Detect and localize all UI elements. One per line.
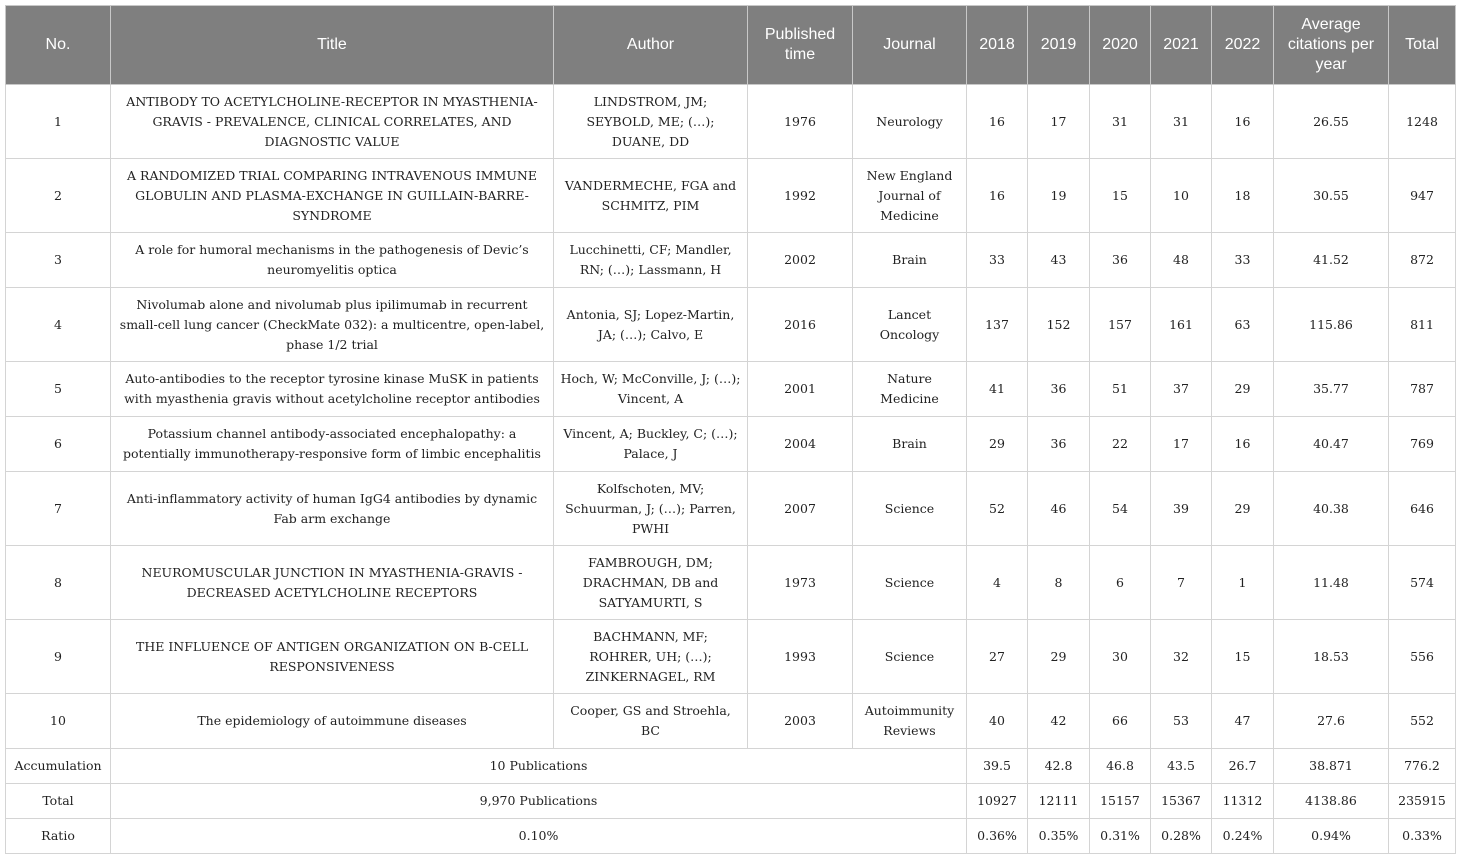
cell-title: ANTIBODY TO ACETYLCHOLINE-RECEPTOR IN MYASTHENIA-GRAVIS - PREVALENCE, CLINICAL CORRELATES, AND DIAGNOSTIC VALUE — [111, 85, 554, 159]
cell-journal: Brain — [853, 417, 967, 472]
cell-2022: 0.24% — [1212, 819, 1274, 854]
cell-author: Hoch, W; McConville, J; (…); Vincent, A — [554, 362, 748, 417]
cell-2021: 7 — [1151, 546, 1212, 620]
cell-journal: Science — [853, 472, 967, 546]
summary-label: Total — [6, 784, 111, 819]
cell-2021: 17 — [1151, 417, 1212, 472]
cell-no: 4 — [6, 288, 111, 362]
cell-total: 646 — [1389, 472, 1456, 546]
cell-average: 41.52 — [1274, 233, 1389, 288]
cell-published-time: 2001 — [748, 362, 853, 417]
header-author: Author — [554, 6, 748, 85]
table-row — [6, 288, 1456, 362]
header-title: Title — [111, 6, 554, 85]
cell-published-time: 1973 — [748, 546, 853, 620]
cell-2018: 27 — [967, 620, 1028, 694]
cell-title: The epidemiology of autoimmune diseases — [111, 694, 554, 749]
cell-average: 115.86 — [1274, 288, 1389, 362]
cell-title: NEUROMUSCULAR JUNCTION IN MYASTHENIA-GRAVIS - DECREASED ACETYLCHOLINE RECEPTORS — [111, 546, 554, 620]
cell-title: Potassium channel antibody-associated encephalopathy: a potentially immunotherapy-responsive form of limbic encephalitis — [111, 417, 554, 472]
cell-no: 8 — [6, 546, 111, 620]
cell-2019: 36 — [1028, 417, 1090, 472]
cell-average: 40.47 — [1274, 417, 1389, 472]
cell-journal: Brain — [853, 233, 967, 288]
cell-2022: 47 — [1212, 694, 1274, 749]
cell-total: 1248 — [1389, 85, 1456, 159]
cell-no: 10 — [6, 694, 111, 749]
header-average-citations: Average citations per year — [1274, 6, 1389, 85]
cell-published-time: 2002 — [748, 233, 853, 288]
cell-2020: 0.31% — [1090, 819, 1151, 854]
cell-total: 574 — [1389, 546, 1456, 620]
cell-2018: 40 — [967, 694, 1028, 749]
cell-title: THE INFLUENCE OF ANTIGEN ORGANIZATION ON B-CELL RESPONSIVENESS — [111, 620, 554, 694]
cell-2018: 52 — [967, 472, 1028, 546]
cell-title: Nivolumab alone and nivolumab plus ipilimumab in recurrent small-cell lung cancer (CheckMate 032): a multicentre, open-label, phase 1/2 trial — [111, 288, 554, 362]
cell-2020: 66 — [1090, 694, 1151, 749]
cell-2019: 8 — [1028, 546, 1090, 620]
cell-2019: 42.8 — [1028, 749, 1090, 784]
cell-average: 40.38 — [1274, 472, 1389, 546]
cell-2022: 29 — [1212, 472, 1274, 546]
cell-total: 947 — [1389, 159, 1456, 233]
cell-published-time: 1993 — [748, 620, 853, 694]
cell-2020: 15 — [1090, 159, 1151, 233]
table-row — [6, 233, 1456, 288]
cell-average: 11.48 — [1274, 546, 1389, 620]
cell-total: 776.2 — [1389, 749, 1456, 784]
cell-no: 2 — [6, 159, 111, 233]
summary-row-ratio — [6, 819, 1456, 854]
cell-no: 3 — [6, 233, 111, 288]
cell-no: 6 — [6, 417, 111, 472]
cell-2021: 10 — [1151, 159, 1212, 233]
cell-total: 0.33% — [1389, 819, 1456, 854]
cell-author: Kolfschoten, MV; Schuurman, J; (…); Parren, PWHI — [554, 472, 748, 546]
cell-journal: Autoimmunity Reviews — [853, 694, 967, 749]
table-row — [6, 694, 1456, 749]
cell-2018: 16 — [967, 159, 1028, 233]
cell-author: VANDERMECHE, FGA and SCHMITZ, PIM — [554, 159, 748, 233]
cell-total: 235915 — [1389, 784, 1456, 819]
header-2018: 2018 — [967, 6, 1028, 85]
cell-2020: 157 — [1090, 288, 1151, 362]
cell-author: Lucchinetti, CF; Mandler, RN; (…); Lassmann, H — [554, 233, 748, 288]
cell-published-time: 1976 — [748, 85, 853, 159]
header-journal: Journal — [853, 6, 967, 85]
citation-table — [5, 5, 1456, 854]
cell-title: A RANDOMIZED TRIAL COMPARING INTRAVENOUS IMMUNE GLOBULIN AND PLASMA-EXCHANGE IN GUILLAIN-BARRE-SYNDROME — [111, 159, 554, 233]
cell-journal: Science — [853, 546, 967, 620]
cell-2021: 15367 — [1151, 784, 1212, 819]
cell-2022: 16 — [1212, 85, 1274, 159]
cell-2019: 0.35% — [1028, 819, 1090, 854]
header-2021: 2021 — [1151, 6, 1212, 85]
cell-2020: 51 — [1090, 362, 1151, 417]
cell-average: 27.6 — [1274, 694, 1389, 749]
cell-2022: 15 — [1212, 620, 1274, 694]
cell-2018: 29 — [967, 417, 1028, 472]
header-2022: 2022 — [1212, 6, 1274, 85]
cell-2019: 152 — [1028, 288, 1090, 362]
cell-2019: 42 — [1028, 694, 1090, 749]
table-row — [6, 472, 1456, 546]
cell-author: BACHMANN, MF; ROHRER, UH; (…); ZINKERNAGEL, RM — [554, 620, 748, 694]
cell-average: 38.871 — [1274, 749, 1389, 784]
summary-publications: 9,970 Publications — [111, 784, 967, 819]
cell-2022: 18 — [1212, 159, 1274, 233]
summary-label: Ratio — [6, 819, 111, 854]
cell-total: 769 — [1389, 417, 1456, 472]
cell-journal: New England Journal of Medicine — [853, 159, 967, 233]
cell-no: 1 — [6, 85, 111, 159]
header-2019: 2019 — [1028, 6, 1090, 85]
cell-2021: 161 — [1151, 288, 1212, 362]
cell-total: 872 — [1389, 233, 1456, 288]
summary-label: Accumulation — [6, 749, 111, 784]
cell-average: 18.53 — [1274, 620, 1389, 694]
table-row — [6, 417, 1456, 472]
cell-2020: 22 — [1090, 417, 1151, 472]
cell-2020: 46.8 — [1090, 749, 1151, 784]
cell-2020: 54 — [1090, 472, 1151, 546]
cell-2019: 46 — [1028, 472, 1090, 546]
cell-journal: Neurology — [853, 85, 967, 159]
cell-no: 5 — [6, 362, 111, 417]
cell-published-time: 2007 — [748, 472, 853, 546]
cell-average: 35.77 — [1274, 362, 1389, 417]
cell-2019: 17 — [1028, 85, 1090, 159]
cell-total: 787 — [1389, 362, 1456, 417]
cell-2018: 0.36% — [967, 819, 1028, 854]
summary-publications: 0.10% — [111, 819, 967, 854]
cell-total: 556 — [1389, 620, 1456, 694]
summary-row-accumulation — [6, 749, 1456, 784]
cell-2020: 15157 — [1090, 784, 1151, 819]
cell-2021: 0.28% — [1151, 819, 1212, 854]
cell-2021: 48 — [1151, 233, 1212, 288]
cell-published-time: 2003 — [748, 694, 853, 749]
cell-published-time: 1992 — [748, 159, 853, 233]
cell-total: 811 — [1389, 288, 1456, 362]
cell-2018: 39.5 — [967, 749, 1028, 784]
cell-2020: 6 — [1090, 546, 1151, 620]
header-row — [6, 6, 1456, 85]
header-no: No. — [6, 6, 111, 85]
header-published-time: Published time — [748, 6, 853, 85]
cell-2019: 36 — [1028, 362, 1090, 417]
cell-author: Vincent, A; Buckley, C; (…); Palace, J — [554, 417, 748, 472]
cell-2018: 137 — [967, 288, 1028, 362]
cell-2018: 10927 — [967, 784, 1028, 819]
cell-published-time: 2016 — [748, 288, 853, 362]
cell-2022: 26.7 — [1212, 749, 1274, 784]
table-row — [6, 362, 1456, 417]
cell-average: 30.55 — [1274, 159, 1389, 233]
table-row — [6, 85, 1456, 159]
cell-2019: 29 — [1028, 620, 1090, 694]
cell-published-time: 2004 — [748, 417, 853, 472]
cell-average: 4138.86 — [1274, 784, 1389, 819]
cell-2022: 33 — [1212, 233, 1274, 288]
cell-2022: 11312 — [1212, 784, 1274, 819]
table-row — [6, 159, 1456, 233]
cell-2021: 32 — [1151, 620, 1212, 694]
summary-publications: 10 Publications — [111, 749, 967, 784]
cell-2019: 12111 — [1028, 784, 1090, 819]
cell-2022: 63 — [1212, 288, 1274, 362]
table-row — [6, 546, 1456, 620]
cell-total: 552 — [1389, 694, 1456, 749]
cell-2021: 53 — [1151, 694, 1212, 749]
cell-journal: Science — [853, 620, 967, 694]
cell-author: Antonia, SJ; Lopez-Martin, JA; (…); Calvo, E — [554, 288, 748, 362]
cell-author: Cooper, GS and Stroehla, BC — [554, 694, 748, 749]
header-total: Total — [1389, 6, 1456, 85]
table-row — [6, 620, 1456, 694]
cell-average: 0.94% — [1274, 819, 1389, 854]
cell-2021: 37 — [1151, 362, 1212, 417]
cell-2020: 30 — [1090, 620, 1151, 694]
cell-2021: 31 — [1151, 85, 1212, 159]
cell-2020: 36 — [1090, 233, 1151, 288]
cell-2019: 19 — [1028, 159, 1090, 233]
cell-2020: 31 — [1090, 85, 1151, 159]
summary-row-total — [6, 784, 1456, 819]
cell-no: 7 — [6, 472, 111, 546]
cell-no: 9 — [6, 620, 111, 694]
cell-2018: 4 — [967, 546, 1028, 620]
cell-2019: 43 — [1028, 233, 1090, 288]
header-2020: 2020 — [1090, 6, 1151, 85]
cell-2018: 16 — [967, 85, 1028, 159]
cell-journal: Lancet Oncology — [853, 288, 967, 362]
cell-2018: 41 — [967, 362, 1028, 417]
cell-author: FAMBROUGH, DM; DRACHMAN, DB and SATYAMURTI, S — [554, 546, 748, 620]
cell-title: A role for humoral mechanisms in the pathogenesis of Devic’s neuromyelitis optica — [111, 233, 554, 288]
cell-author: LINDSTROM, JM; SEYBOLD, ME; (…); DUANE, DD — [554, 85, 748, 159]
cell-2021: 43.5 — [1151, 749, 1212, 784]
cell-2018: 33 — [967, 233, 1028, 288]
cell-2022: 16 — [1212, 417, 1274, 472]
cell-2022: 29 — [1212, 362, 1274, 417]
cell-title: Auto-antibodies to the receptor tyrosine kinase MuSK in patients with myasthenia gravis without acetylcholine receptor antibodies — [111, 362, 554, 417]
cell-average: 26.55 — [1274, 85, 1389, 159]
cell-title: Anti-inflammatory activity of human IgG4 antibodies by dynamic Fab arm exchange — [111, 472, 554, 546]
cell-2021: 39 — [1151, 472, 1212, 546]
cell-2022: 1 — [1212, 546, 1274, 620]
cell-journal: Nature Medicine — [853, 362, 967, 417]
